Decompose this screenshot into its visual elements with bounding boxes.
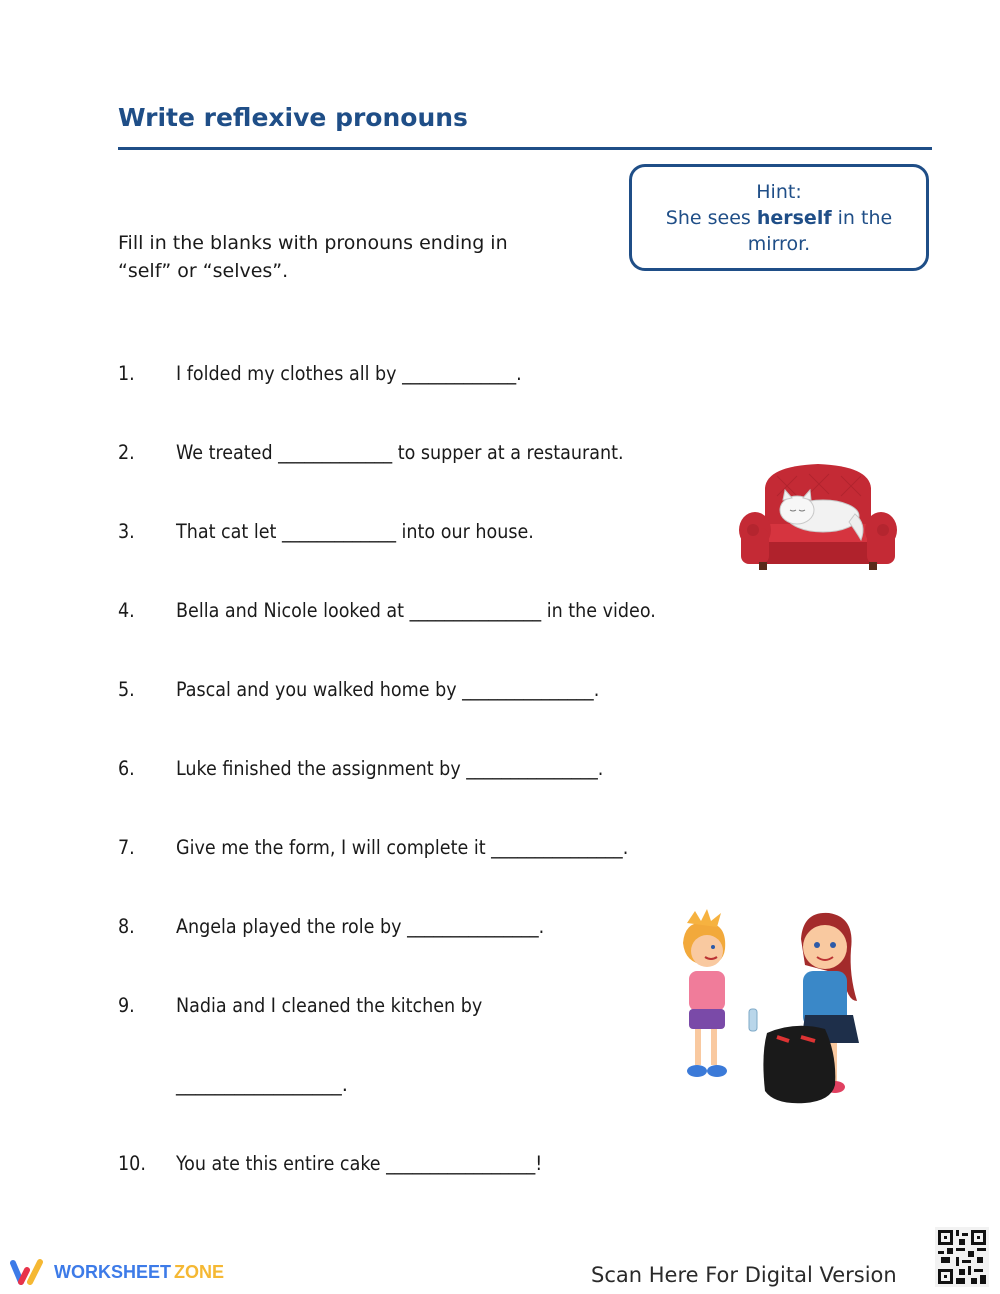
instructions: [118, 229, 558, 285]
brand-name-part2: ZONE: [174, 1261, 225, 1282]
kids-cleaning-image: [665, 905, 875, 1117]
question-number: 8.: [118, 915, 135, 938]
instructions-line1: Fill in the blanks with pronouns ending in: [118, 232, 508, 254]
question-3: [118, 520, 534, 543]
question-8: [118, 915, 544, 938]
question-number: 3.: [118, 520, 135, 543]
question-number: 6.: [118, 757, 135, 780]
question-number: 9.: [118, 994, 135, 1017]
page-title: Write reflexive pronouns: [118, 103, 468, 132]
question-text: You ate this entire cake _________________!: [176, 1152, 543, 1175]
question-text: Give me the form, I will complete it _______________.: [176, 836, 629, 859]
question-9: [118, 994, 482, 1017]
question-7: [118, 836, 628, 859]
scan-instruction: Scan Here For Digital Version: [591, 1263, 897, 1287]
qr-code-icon[interactable]: [935, 1227, 989, 1287]
question-number: 2.: [118, 441, 135, 464]
question-number: 1.: [118, 362, 135, 385]
worksheetzone-logo-icon: [10, 1259, 48, 1285]
hint-text-before: She sees: [665, 207, 757, 229]
worksheetzone-logo[interactable]: [10, 1259, 224, 1285]
question-text: Pascal and you walked home by _______________.: [176, 678, 600, 701]
instructions-line2: “self” or “selves”.: [118, 260, 289, 282]
question-1: [118, 362, 522, 385]
question-6: [118, 757, 603, 780]
question-text: Luke finished the assignment by _______________.: [176, 757, 604, 780]
hint-label: Hint:: [756, 181, 802, 203]
hint-bold-word: herself: [756, 207, 832, 229]
question-text: I folded my clothes all by _____________.: [176, 362, 522, 385]
question-number: 5.: [118, 678, 135, 701]
question-text: Bella and Nicole looked at _______________ in the video.: [176, 599, 656, 622]
hint-text-after: in the: [831, 207, 893, 229]
hint-line3: mirror.: [747, 233, 811, 255]
question-text: We treated _____________ to supper at a restaurant.: [176, 441, 624, 464]
question-9-continuation: _________________.: [176, 1073, 348, 1096]
hint-box: [629, 164, 929, 271]
question-text: That cat let _____________ into our house.: [176, 520, 534, 543]
title-divider: [118, 147, 932, 150]
question-4: [118, 599, 656, 622]
brand-name-part1: WORKSHEET: [54, 1261, 171, 1282]
question-text: Angela played the role by _______________.: [176, 915, 545, 938]
question-number: 10.: [118, 1152, 146, 1175]
question-2: [118, 441, 624, 464]
cat-on-sofa-image: [737, 458, 899, 576]
question-10: [118, 1152, 542, 1175]
question-5: [118, 678, 599, 701]
question-text: Nadia and I cleaned the kitchen by: [176, 994, 483, 1017]
question-number: 4.: [118, 599, 135, 622]
hint-example: [632, 205, 926, 231]
question-number: 7.: [118, 836, 135, 859]
